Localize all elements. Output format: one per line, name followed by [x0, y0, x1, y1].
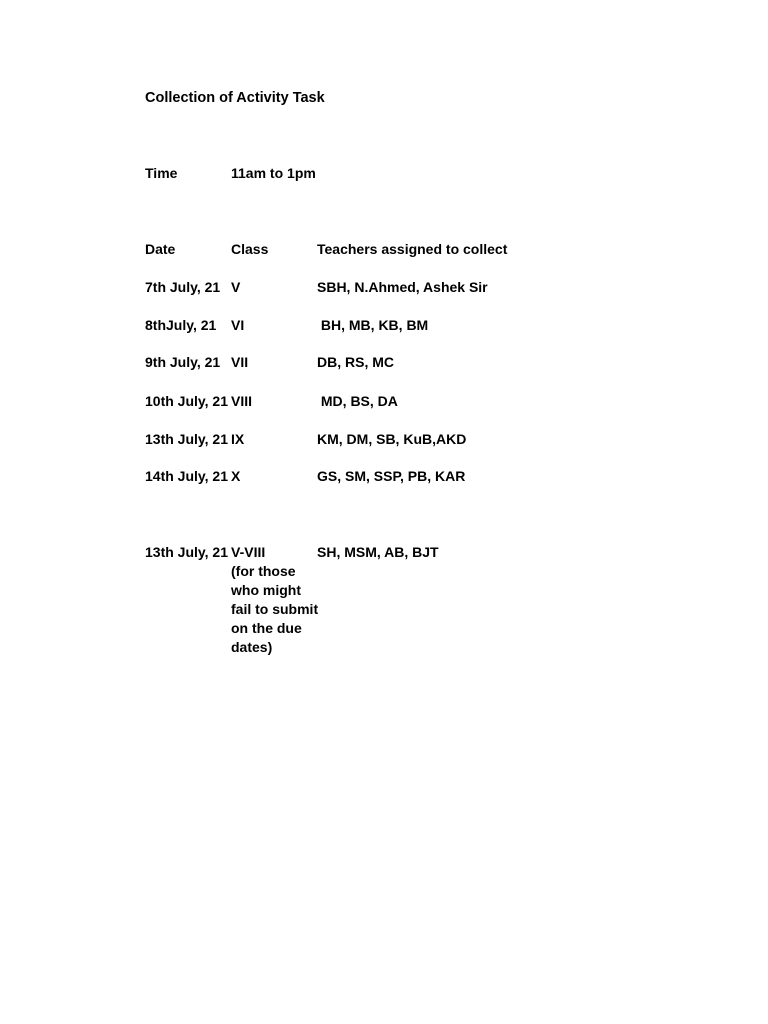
page-title: Collection of Activity Task	[145, 90, 325, 106]
header-date: Date	[145, 241, 176, 257]
row-class: IX	[231, 431, 245, 447]
row-date: 8thJuly, 21	[145, 317, 217, 333]
time-label: Time	[145, 165, 178, 181]
row-class: VII	[231, 354, 249, 370]
document-page	[145, 0, 705, 1024]
row-teachers: GS, SM, SSP, PB, KAR	[317, 468, 466, 484]
row-teachers: SH, MSM, AB, BJT	[317, 544, 439, 560]
header-teachers: Teachers assigned to collect	[317, 241, 508, 257]
row-date: 9th July, 21	[145, 354, 221, 370]
row-class: X	[231, 468, 241, 484]
row-class: VIII	[231, 393, 253, 409]
row-teachers: MD, BS, DA	[317, 393, 398, 409]
row-class: VI	[231, 317, 245, 333]
row-date: 14th July, 21	[145, 468, 229, 484]
row-date: 13th July, 21	[145, 544, 229, 560]
row-teachers: BH, MB, KB, BM	[317, 317, 429, 333]
row-class: V-VIII	[231, 544, 266, 560]
row-date: 13th July, 21	[145, 431, 229, 447]
makeup-note: (for those who might fail to submit on the due dates)	[231, 563, 319, 655]
row-class: V	[231, 279, 241, 295]
row-teachers: DB, RS, MC	[317, 354, 394, 370]
row-date: 7th July, 21	[145, 279, 221, 295]
row-date: 10th July, 21	[145, 393, 229, 409]
row-teachers: KM, DM, SB, KuB,AKD	[317, 431, 467, 447]
header-class: Class	[231, 241, 269, 257]
row-teachers: SBH, N.Ahmed, Ashek Sir	[317, 279, 488, 295]
time-value: 11am to 1pm	[231, 165, 316, 181]
